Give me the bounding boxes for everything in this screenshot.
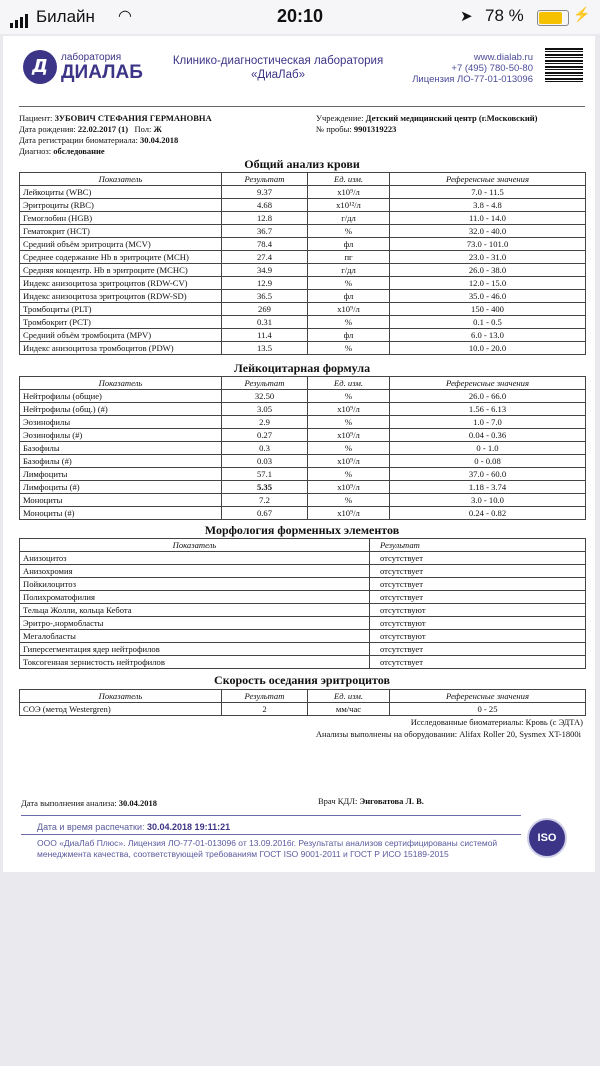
cbc-cell-name: Тромбоциты (PLT)	[20, 303, 222, 316]
cbc-cell-unit: %	[308, 277, 390, 290]
morph-cell-result: отсутствует	[370, 552, 586, 565]
diff-row	[20, 416, 586, 429]
patient-name: ЗУБОВИЧ СТЕФАНИЯ ГЕРМАНОВНА	[54, 113, 212, 123]
diff-cell-ref: 0 - 1.0	[390, 442, 586, 455]
cbc-section-title: Общий анализ крови	[244, 157, 360, 171]
lab-website: www.dialab.ru	[473, 52, 533, 63]
barcode	[545, 48, 583, 84]
cbc-cell-result: 13.5	[222, 342, 308, 355]
morph-cell-result: отсутствуют	[370, 617, 586, 630]
cbc-cell-name: Гемоглобин (HGB)	[20, 212, 222, 225]
diff-row	[20, 507, 586, 520]
cbc-cell-ref: 150 - 400	[390, 303, 586, 316]
diff-cell-ref: 1.18 - 3.74	[390, 481, 586, 494]
morph-cell-name: Полихроматофилия	[20, 591, 370, 604]
diagnosis-label: Диагноз:	[19, 146, 52, 156]
cbc-row	[20, 277, 586, 290]
morph-cell-name: Тельца Жолли, кольца Кебота	[20, 604, 370, 617]
cbc-row	[20, 264, 586, 277]
morph-cell-result: отсутствует	[370, 565, 586, 578]
cbc-cell-ref: 32.0 - 40.0	[390, 225, 586, 238]
header-divider	[19, 106, 585, 107]
location-arrow-icon: ➤	[460, 8, 473, 25]
morph-table	[19, 538, 586, 669]
morph-row	[20, 591, 586, 604]
cbc-row	[20, 342, 586, 355]
diff-cell-ref: 1.56 - 6.13	[390, 403, 586, 416]
diff-cell-name: Лимфоциты	[20, 468, 222, 481]
diff-row	[20, 494, 586, 507]
morph-cell-result: отсутствует	[370, 656, 586, 669]
col-unit: Ед. изм.	[308, 690, 390, 703]
cbc-cell-ref: 11.0 - 14.0	[390, 212, 586, 225]
cbc-cell-result: 36.7	[222, 225, 308, 238]
diff-cell-name: Базофилы (#)	[20, 455, 222, 468]
morph-row	[20, 552, 586, 565]
morph-row	[20, 604, 586, 617]
print-label: Дата и время распечатки:	[37, 822, 145, 832]
diff-cell-name: Эозинофилы (#)	[20, 429, 222, 442]
diff-cell-name: Нейтрофилы (общие)	[20, 390, 222, 403]
cbc-cell-unit: x10¹²/л	[308, 199, 390, 212]
cbc-cell-unit: %	[308, 225, 390, 238]
diff-row	[20, 481, 586, 494]
diff-cell-unit: x10⁹/л	[308, 403, 390, 416]
diff-cell-result: 32.50	[222, 390, 308, 403]
diff-cell-result: 0.27	[222, 429, 308, 442]
cbc-cell-result: 269	[222, 303, 308, 316]
cbc-row	[20, 329, 586, 342]
morph-cell-result: отсутствует	[370, 578, 586, 591]
diff-cell-unit: %	[308, 468, 390, 481]
lab-report-document[interactable]	[3, 36, 595, 872]
analysis-date-label: Дата выполнения анализа:	[21, 798, 117, 808]
cbc-table	[19, 172, 586, 355]
logo-title: ДИАЛАБ	[61, 62, 143, 83]
diff-table	[19, 376, 586, 520]
logo-subtitle: лаборатория	[61, 52, 122, 63]
diff-cell-ref: 0.24 - 0.82	[390, 507, 586, 520]
equipment-note: Анализы выполнены на оборудовании: Alifax Roller 20, Sysmex XT-1800i	[315, 729, 581, 739]
morph-header-row	[20, 539, 586, 552]
cbc-row	[20, 199, 586, 212]
cbc-cell-name: Индекс анизоцитоза эритроцитов (RDW-SD)	[20, 290, 222, 303]
cbc-cell-unit: %	[308, 316, 390, 329]
diff-cell-unit: x10⁹/л	[308, 429, 390, 442]
doctor-line	[318, 796, 424, 806]
cbc-header-row	[20, 173, 586, 186]
cbc-cell-name: Лейкоциты (WBC)	[20, 186, 222, 199]
cbc-row	[20, 238, 586, 251]
cbc-cell-ref: 26.0 - 38.0	[390, 264, 586, 277]
esr-header-row	[20, 690, 586, 703]
patient-dob-line	[19, 124, 162, 134]
diff-cell-ref: 26.0 - 66.0	[390, 390, 586, 403]
col-result: Результат	[222, 690, 308, 703]
cbc-cell-unit: пг	[308, 251, 390, 264]
col-unit: Ед. изм.	[308, 377, 390, 390]
diff-cell-ref: 0.04 - 0.36	[390, 429, 586, 442]
col-unit: Ед. изм.	[308, 173, 390, 186]
morph-cell-name: Анизохромия	[20, 565, 370, 578]
diff-row	[20, 468, 586, 481]
diff-cell-unit: %	[308, 416, 390, 429]
morph-cell-name: Эритро-,нормобласты	[20, 617, 370, 630]
col-ref: Референсные значения	[390, 690, 586, 703]
morph-cell-name: Мегалобласты	[20, 630, 370, 643]
print-value: 30.04.2018 19:11:21	[147, 822, 231, 832]
diff-cell-result: 7.2	[222, 494, 308, 507]
lab-title	[163, 54, 393, 82]
cbc-cell-unit: г/дл	[308, 264, 390, 277]
cbc-cell-result: 4.68	[222, 199, 308, 212]
biomaterial-note: Исследованные биоматериалы: Кровь (с ЭДТА)	[410, 717, 583, 727]
diff-cell-result: 5.35	[222, 481, 308, 494]
patient-name-line	[19, 113, 212, 123]
cbc-row	[20, 212, 586, 225]
cbc-cell-result: 9.37	[222, 186, 308, 199]
cbc-row	[20, 290, 586, 303]
cbc-cell-ref: 10.0 - 20.0	[390, 342, 586, 355]
cbc-cell-ref: 23.0 - 31.0	[390, 251, 586, 264]
cbc-cell-name: Гематокрит (HCT)	[20, 225, 222, 238]
diff-cell-ref: 37.0 - 60.0	[390, 468, 586, 481]
diff-header-row	[20, 377, 586, 390]
cbc-cell-result: 27.4	[222, 251, 308, 264]
morph-cell-result: отсутствуют	[370, 604, 586, 617]
morph-row	[20, 617, 586, 630]
esr-section-title: Скорость оседания эритроцитов	[214, 673, 390, 687]
morph-cell-name: Анизоцитоз	[20, 552, 370, 565]
cbc-cell-name: Средняя концентр. Hb в эритроците (MCHC)	[20, 264, 222, 277]
morph-section-title: Морфология форменных элементов	[204, 523, 400, 537]
diagnosis-value: обследование	[53, 146, 105, 156]
morph-cell-result: отсутствует	[370, 591, 586, 604]
institution-value: Детский медицинский центр (г.Московский)	[365, 113, 538, 123]
morph-row	[20, 578, 586, 591]
charging-bolt-icon: ⚡	[573, 6, 591, 22]
diff-cell-result: 0.03	[222, 455, 308, 468]
patient-dob: 22.02.2017 (1)	[77, 124, 129, 134]
sample-number: 9901319223	[353, 124, 397, 134]
analysis-date-line	[21, 798, 157, 808]
esr-cell-unit: мм/час	[308, 703, 390, 716]
morph-cell-result: отсутствует	[370, 643, 586, 656]
cbc-cell-name: Средний объём тромбоцита (MPV)	[20, 329, 222, 342]
diff-cell-name: Лимфоциты (#)	[20, 481, 222, 494]
patient-sex: Ж	[153, 124, 162, 134]
diff-cell-name: Моноциты (#)	[20, 507, 222, 520]
cbc-cell-result: 12.8	[222, 212, 308, 225]
carrier-name: Билайн	[36, 7, 95, 26]
diff-cell-ref: 0 - 0.08	[390, 455, 586, 468]
col-param: Показатель	[20, 377, 222, 390]
esr-row	[20, 703, 586, 716]
diff-cell-name: Эозинофилы	[20, 416, 222, 429]
lab-contacts	[383, 52, 533, 85]
morph-cell-result: отсутствуют	[370, 630, 586, 643]
cbc-cell-name: Эритроциты (RBC)	[20, 199, 222, 212]
diff-cell-name: Нейтрофилы (общ.) (#)	[20, 403, 222, 416]
cbc-cell-ref: 6.0 - 13.0	[390, 329, 586, 342]
cbc-cell-name: Средний объём эритроцита (MCV)	[20, 238, 222, 251]
diff-cell-unit: %	[308, 494, 390, 507]
cbc-row	[20, 303, 586, 316]
battery-fill	[539, 12, 562, 24]
footer-license: ООО «ДиаЛаб Плюс». Лицензия ЛО-77-01-013096 от 13.09.2016г. Результаты анализов сертифицированы системой менеджмента качества, соответствующей требованиям ГОСТ ISO 9001-2011 и ГОСТ Р ИСО 15189-2015	[37, 838, 498, 859]
print-datetime	[37, 822, 230, 832]
patient-name-label: Пациент:	[19, 113, 53, 123]
cbc-cell-ref: 0.1 - 0.5	[390, 316, 586, 329]
diff-row	[20, 390, 586, 403]
cbc-cell-result: 78.4	[222, 238, 308, 251]
wifi-icon: ◠	[118, 8, 132, 25]
cbc-cell-ref: 73.0 - 101.0	[390, 238, 586, 251]
iso-certification-icon: ISO	[527, 818, 567, 858]
status-time: 20:10	[276, 6, 324, 26]
diff-section-title: Лейкоцитарная формула	[233, 361, 371, 375]
cbc-cell-unit: x10⁹/л	[308, 303, 390, 316]
diff-cell-name: Базофилы	[20, 442, 222, 455]
diff-cell-name: Моноциты	[20, 494, 222, 507]
morph-row	[20, 565, 586, 578]
dialab-logo-icon: Д	[23, 50, 57, 84]
cbc-cell-unit: фл	[308, 290, 390, 303]
diff-row	[20, 455, 586, 468]
doctor-label: Врач КДЛ:	[318, 796, 358, 806]
cbc-cell-ref: 7.0 - 11.5	[390, 186, 586, 199]
analysis-date: 30.04.2018	[118, 798, 157, 808]
diff-cell-result: 3.05	[222, 403, 308, 416]
diff-row	[20, 403, 586, 416]
doctor-name: Энговатова Л. В.	[359, 796, 424, 806]
diff-cell-result: 0.3	[222, 442, 308, 455]
cbc-cell-unit: x10⁹/л	[308, 186, 390, 199]
diagnosis-line	[19, 146, 105, 156]
morph-row	[20, 656, 586, 669]
registration-line	[19, 135, 178, 145]
cbc-cell-name: Индекс анизоцитоза эритроцитов (RDW-CV)	[20, 277, 222, 290]
diff-cell-ref: 1.0 - 7.0	[390, 416, 586, 429]
registration-date: 30.04.2018	[139, 135, 179, 145]
diff-cell-result: 57.1	[222, 468, 308, 481]
morph-cell-name: Токсогенная зернистость нейтрофилов	[20, 656, 370, 669]
diff-cell-result: 0.67	[222, 507, 308, 520]
sample-line	[316, 124, 396, 134]
cbc-cell-ref: 12.0 - 15.0	[390, 277, 586, 290]
col-result: Результат	[370, 539, 586, 552]
cbc-cell-result: 36.5	[222, 290, 308, 303]
footer-divider-top	[21, 815, 521, 816]
diff-cell-unit: %	[308, 390, 390, 403]
cbc-row	[20, 186, 586, 199]
diff-cell-unit: x10⁹/л	[308, 455, 390, 468]
lab-license: Лицензия ЛО-77-01-013096	[412, 74, 533, 85]
sex-label: Пол:	[134, 124, 152, 134]
lab-title-line2: «ДиаЛаб»	[251, 69, 305, 81]
cbc-cell-name: Тромбокрит (PCT)	[20, 316, 222, 329]
cbc-row	[20, 316, 586, 329]
cbc-cell-ref: 3.8 - 4.8	[390, 199, 586, 212]
lab-title-line1: Клинико-диагностическая лаборатория	[172, 55, 384, 67]
cbc-cell-result: 11.4	[222, 329, 308, 342]
diff-cell-unit: %	[308, 442, 390, 455]
sample-label: № пробы:	[316, 124, 352, 134]
cbc-cell-result: 0.31	[222, 316, 308, 329]
col-ref: Референсные значения	[390, 173, 586, 186]
cbc-cell-unit: %	[308, 342, 390, 355]
registration-label: Дата регистрации биоматериала:	[19, 135, 138, 145]
esr-table	[19, 689, 586, 716]
col-param: Показатель	[20, 173, 222, 186]
esr-cell-ref: 0 - 25	[390, 703, 586, 716]
diff-row	[20, 429, 586, 442]
col-param: Показатель	[20, 690, 222, 703]
esr-cell-name: СОЭ (метод Westergren)	[20, 703, 222, 716]
col-result: Результат	[222, 173, 308, 186]
morph-row	[20, 643, 586, 656]
morph-cell-name: Гиперсегментация ядер нейтрофилов	[20, 643, 370, 656]
battery-icon	[537, 10, 569, 26]
institution-label: Учреждение:	[316, 113, 364, 123]
cbc-cell-name: Индекс анизоцитоза тромбоцитов (PDW)	[20, 342, 222, 355]
col-param: Показатель	[20, 539, 370, 552]
col-ref: Референсные значения	[390, 377, 586, 390]
diff-cell-unit: x10⁹/л	[308, 481, 390, 494]
footer-divider-mid	[21, 834, 521, 835]
cbc-cell-ref: 35.0 - 46.0	[390, 290, 586, 303]
cbc-cell-unit: фл	[308, 238, 390, 251]
dob-label: Дата рождения:	[19, 124, 76, 134]
cbc-cell-result: 12.9	[222, 277, 308, 290]
status-bar	[0, 0, 600, 34]
morph-cell-name: Пойкилоцитоз	[20, 578, 370, 591]
cbc-row	[20, 251, 586, 264]
cbc-cell-unit: фл	[308, 329, 390, 342]
institution-line	[316, 113, 537, 123]
battery-percent: 78 %	[485, 6, 524, 25]
esr-cell-result: 2	[222, 703, 308, 716]
diff-cell-unit: x10⁹/л	[308, 507, 390, 520]
morph-row	[20, 630, 586, 643]
diff-row	[20, 442, 586, 455]
cbc-row	[20, 225, 586, 238]
cbc-cell-name: Среднее содержание Hb в эритроците (MCH)	[20, 251, 222, 264]
diff-cell-result: 2.9	[222, 416, 308, 429]
cbc-cell-unit: г/дл	[308, 212, 390, 225]
diff-cell-ref: 3.0 - 10.0	[390, 494, 586, 507]
col-result: Результат	[222, 377, 308, 390]
lab-phone: +7 (495) 780-50-80	[451, 63, 533, 74]
cbc-cell-result: 34.9	[222, 264, 308, 277]
